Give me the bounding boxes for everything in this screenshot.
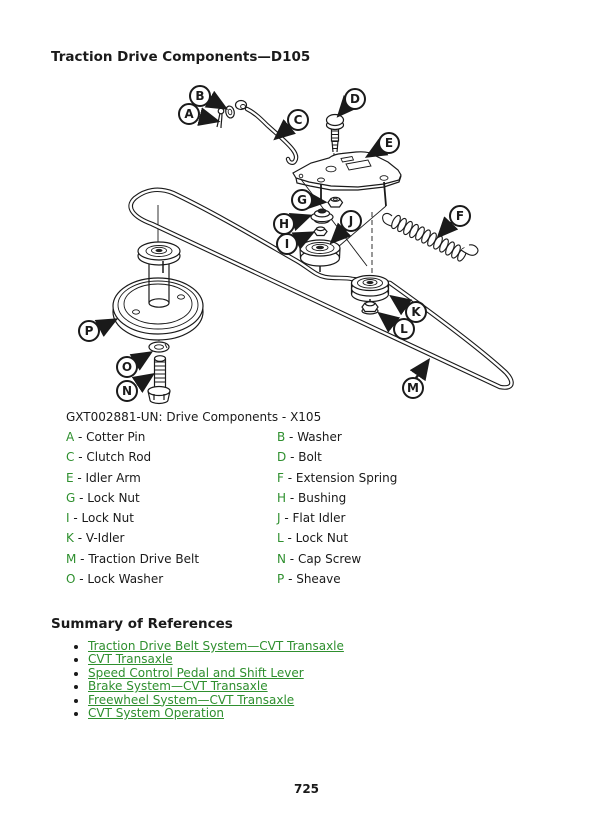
- legend-label: - Washer: [285, 430, 342, 444]
- legend-label: - Lock Nut: [75, 490, 140, 505]
- page-number: 725: [293, 782, 320, 796]
- reference-link[interactable]: Freewheel System—CVT Transaxle: [88, 692, 295, 707]
- legend-label: - Sheave: [284, 572, 341, 587]
- reference-item: [88, 653, 344, 666]
- references-list: [77, 640, 344, 720]
- legend-key: C: [66, 450, 75, 465]
- callout-M: M: [402, 377, 424, 399]
- reference-link[interactable]: Speed Control Pedal and Shift Lever: [88, 665, 304, 680]
- legend-key: J: [277, 511, 281, 526]
- reference-link[interactable]: CVT Transaxle: [88, 652, 173, 667]
- legend-item: [66, 430, 277, 450]
- figure-caption: GXT002881-UN: Drive Components - X105: [66, 410, 322, 424]
- legend-label: - Extension Spring: [283, 470, 398, 485]
- callout-G: G: [291, 189, 313, 211]
- legend-key: A: [66, 430, 75, 444]
- legend-key: I: [66, 511, 70, 526]
- callout-B: B: [189, 85, 211, 107]
- reference-item: [88, 707, 344, 720]
- references-heading: Summary of References: [51, 616, 233, 632]
- lock-nut-g-part: [328, 197, 343, 207]
- callout-H: H: [273, 213, 295, 235]
- legend-label: - Bolt: [286, 450, 322, 465]
- cap-screw-part: [148, 356, 170, 404]
- legend-grid: [66, 430, 536, 592]
- sheave-part: [113, 255, 203, 340]
- legend-item: [66, 450, 277, 470]
- legend-label: - Bushing: [286, 490, 347, 505]
- legend-item: [277, 572, 536, 592]
- callout-A: A: [178, 103, 200, 125]
- legend-key: E: [66, 470, 74, 485]
- reference-item: [88, 640, 344, 653]
- legend-key: K: [66, 531, 74, 546]
- legend-label: - Flat Idler: [280, 511, 346, 526]
- legend-key: F: [277, 470, 284, 485]
- spindle-pulley: [138, 242, 180, 273]
- legend-label: - Clutch Rod: [74, 450, 152, 465]
- legend-key: H: [277, 490, 287, 505]
- legend-item: [277, 491, 536, 511]
- legend-label: - Lock Nut: [69, 511, 134, 526]
- legend-key: B: [277, 430, 286, 444]
- reference-link[interactable]: Brake System—CVT Transaxle: [88, 679, 268, 694]
- cotter-pin-part: [217, 108, 224, 128]
- lock-nut-i-part: [314, 227, 327, 236]
- legend-item: [277, 511, 536, 531]
- legend-key: G: [66, 490, 76, 505]
- callout-N: N: [116, 380, 138, 402]
- legend-key: L: [277, 531, 284, 546]
- legend-label: - Lock Washer: [75, 572, 164, 587]
- clutch-rod-part: [236, 101, 297, 163]
- legend-item: [66, 491, 277, 511]
- page-title: Traction Drive Components—D105: [51, 49, 311, 65]
- reference-link[interactable]: Traction Drive Belt System—CVT Transaxle: [88, 639, 344, 653]
- legend-item: [66, 572, 277, 592]
- callout-K: K: [405, 301, 427, 323]
- v-idler-part: [352, 276, 389, 304]
- reference-link[interactable]: CVT System Operation: [88, 706, 225, 721]
- callout-J: J: [340, 210, 362, 232]
- lock-washer-part: [149, 342, 169, 352]
- legend-item: [66, 511, 277, 531]
- legend-item: [66, 552, 277, 572]
- legend-label: - Idler Arm: [73, 470, 141, 485]
- callout-F: F: [449, 205, 471, 227]
- callout-P: P: [78, 320, 100, 342]
- washer-part: [225, 105, 236, 118]
- legend-item: [66, 471, 277, 491]
- reference-item: [88, 680, 344, 693]
- legend-label: - Cap Screw: [285, 551, 362, 566]
- legend-key: M: [66, 551, 77, 566]
- legend-item: [66, 531, 277, 551]
- legend-item: [277, 531, 536, 551]
- bushing-part: [311, 209, 333, 223]
- legend-label: - Cotter Pin: [74, 430, 146, 444]
- legend-key: N: [277, 551, 286, 566]
- legend-key: P: [277, 572, 285, 587]
- legend-item: [277, 430, 536, 450]
- callout-C: C: [287, 109, 309, 131]
- callout-O: O: [116, 356, 138, 378]
- legend-item: [277, 471, 536, 491]
- legend-label: - V-Idler: [73, 531, 125, 546]
- legend-label: - Lock Nut: [283, 531, 349, 546]
- callout-I: I: [276, 233, 298, 255]
- lock-nut-l-part: [362, 302, 378, 314]
- legend-item: [277, 552, 536, 572]
- legend-item: [277, 450, 536, 470]
- callout-D: D: [344, 88, 366, 110]
- reference-item: [88, 667, 344, 680]
- reference-item: [88, 694, 344, 707]
- legend-key: O: [66, 572, 76, 587]
- callout-L: L: [393, 318, 415, 340]
- legend-key: D: [277, 450, 287, 465]
- legend-label: - Traction Drive Belt: [76, 551, 200, 566]
- bolt-part: [327, 115, 344, 153]
- callout-E: E: [378, 132, 400, 154]
